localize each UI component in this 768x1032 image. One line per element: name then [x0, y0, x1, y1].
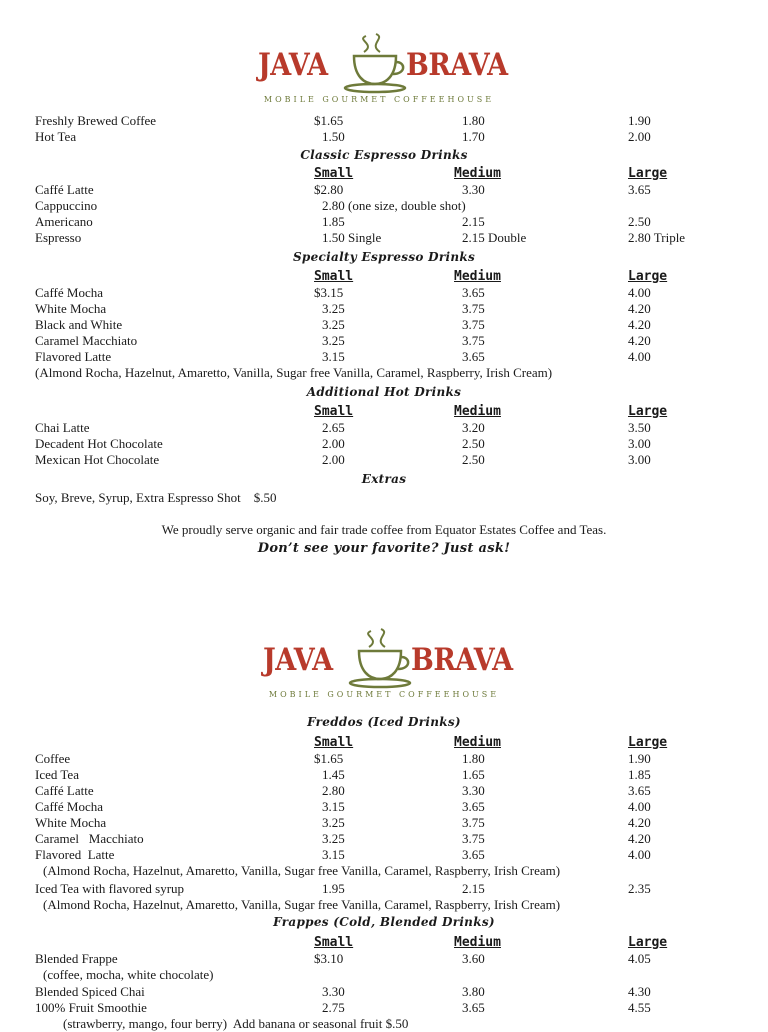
- footer-note: We proudly serve organic and fair trade coffee from Equator Estates Coffee and Teas.: [161, 522, 607, 537]
- price-large: 4.00: [628, 847, 651, 862]
- price-medium: 3.75: [462, 301, 485, 316]
- price-large: 4.20: [628, 317, 651, 332]
- header-small: Small: [314, 404, 354, 419]
- price-small: 1.50: [322, 129, 345, 144]
- item-name: Chai Latte: [35, 420, 90, 435]
- menu-row: [0, 881, 768, 897]
- price-medium: 1.80: [462, 113, 485, 128]
- brand-brava: BRAVA: [411, 642, 513, 679]
- price-large: 4.20: [628, 301, 651, 316]
- item-name: Cappuccino: [35, 198, 98, 213]
- price-large: 1.85: [628, 767, 651, 782]
- logo-top: [258, 32, 508, 104]
- menu-row: [0, 783, 768, 799]
- menu-row: [0, 767, 768, 783]
- menu-row: [0, 333, 768, 349]
- menu-row: [0, 847, 768, 863]
- flavor-list: (Almond Rocha, Hazelnut, Amaretto, Vanilla, Sugar free Vanilla, Caramel, Raspberry, Irish Cream): [43, 897, 561, 912]
- price-medium: 3.65: [462, 349, 485, 364]
- menu-row: [0, 301, 768, 317]
- item-name: Hot Tea: [35, 129, 77, 144]
- price-large: 3.50: [628, 420, 651, 435]
- price-medium: 2.50: [462, 452, 485, 467]
- price-medium: 3.65: [462, 1000, 485, 1015]
- price-small: 2.65: [322, 420, 345, 435]
- menu-row: [0, 285, 768, 301]
- header-medium: Medium: [454, 935, 501, 950]
- price-small: 1.95: [322, 881, 345, 896]
- price-large: 2.80 Triple: [628, 230, 686, 245]
- item-name: Flavored Latte: [35, 349, 112, 364]
- price-medium: 3.60: [462, 951, 485, 966]
- brand-brava: BRAVA: [406, 47, 508, 84]
- size-header-row: [0, 735, 768, 751]
- price-small: 2.80: [322, 783, 345, 798]
- price-small: 2.00: [322, 452, 345, 467]
- menu-row: [0, 984, 768, 1000]
- price-medium: 3.75: [462, 831, 485, 846]
- header-small: Small: [314, 935, 354, 950]
- price-small: 1.85: [322, 214, 345, 229]
- size-header-row: [0, 166, 768, 182]
- header-large: Large: [628, 404, 668, 419]
- price-medium: 3.75: [462, 815, 485, 830]
- logo-bottom: [263, 627, 513, 699]
- item-name: Caffé Latte: [35, 783, 94, 798]
- price-medium: 3.30: [462, 783, 485, 798]
- menu-row: [0, 198, 768, 214]
- price-medium: 3.20: [462, 420, 485, 435]
- menu-row: [0, 1000, 768, 1016]
- brand-java: JAVA: [258, 47, 328, 84]
- item-name: White Mocha: [35, 301, 107, 316]
- menu-row: [0, 967, 768, 983]
- menu-row: [0, 436, 768, 452]
- item-name: 100% Fruit Smoothie: [35, 1000, 147, 1015]
- size-header-row: [0, 404, 768, 420]
- header-small: Small: [314, 735, 354, 750]
- price-small: 3.30: [322, 984, 345, 999]
- section-title-additional: Additional Hot Drinks: [306, 385, 462, 399]
- footer-tagline: Don’t see your favorite? Just ask!: [257, 541, 511, 556]
- item-name: Blended Frappe: [35, 951, 118, 966]
- price-small: 3.25: [322, 333, 345, 348]
- header-small: Small: [314, 269, 354, 284]
- header-small: Small: [314, 166, 354, 181]
- price-small: $2.80: [314, 182, 344, 197]
- price-large: 3.00: [628, 452, 651, 467]
- price-large: 4.30: [628, 984, 651, 999]
- price-medium: 3.30: [462, 182, 485, 197]
- price-medium: 2.15 Double: [462, 230, 527, 245]
- price-small: 3.15: [322, 847, 345, 862]
- menu-row: [0, 214, 768, 230]
- price-small: 3.25: [322, 831, 345, 846]
- smoothie-note: (strawberry, mango, four berry) Add banana or seasonal fruit $.50: [63, 1016, 409, 1031]
- menu-row: [0, 831, 768, 847]
- menu-row: [0, 349, 768, 365]
- header-large: Large: [628, 735, 668, 750]
- price-small: $1.65: [314, 113, 344, 128]
- item-name: Blended Spiced Chai: [35, 984, 145, 999]
- price-large: 3.00: [628, 436, 651, 451]
- item-name: Americano: [35, 214, 93, 229]
- price-large: 2.50: [628, 214, 651, 229]
- price-small: 3.25: [322, 317, 345, 332]
- menu-row: [0, 113, 768, 129]
- price-large: 4.05: [628, 951, 651, 966]
- header-medium: Medium: [454, 404, 501, 419]
- section-title-extras: Extras: [361, 472, 407, 486]
- price-small: $3.15: [314, 285, 344, 300]
- header-large: Large: [628, 935, 668, 950]
- price-small: $1.65: [314, 751, 344, 766]
- flavor-list: (Almond Rocha, Hazelnut, Amaretto, Vanilla, Sugar free Vanilla, Caramel, Raspberry, Irish Cream): [43, 863, 561, 878]
- menu-row: [0, 317, 768, 333]
- brand-tagline: MOBILE GOURMET COFFEEHOUSE: [263, 95, 495, 104]
- price-large: 4.00: [628, 285, 651, 300]
- size-header-row: [0, 935, 768, 951]
- price-medium: 3.65: [462, 799, 485, 814]
- item-name: Iced Tea: [35, 767, 79, 782]
- menu-row: [0, 182, 768, 198]
- item-name: White Mocha: [35, 815, 107, 830]
- price-large: 1.90: [628, 113, 651, 128]
- price-medium: 3.75: [462, 333, 485, 348]
- item-name: Coffee: [35, 751, 71, 766]
- item-name: Caffé Latte: [35, 182, 94, 197]
- price-small: 1.50 Single: [322, 230, 382, 245]
- price-small: 3.25: [322, 301, 345, 316]
- flavor-list: (Almond Rocha, Hazelnut, Amaretto, Vanilla, Sugar free Vanilla, Caramel, Raspberry, Irish Cream): [35, 365, 553, 380]
- price-large: 4.55: [628, 1000, 651, 1015]
- price-medium: 3.75: [462, 317, 485, 332]
- header-large: Large: [628, 166, 668, 181]
- section-title-classic: Classic Espresso Drinks: [300, 148, 468, 162]
- item-name: Iced Tea with flavored syrup: [35, 881, 185, 896]
- price-large: 4.20: [628, 333, 651, 348]
- item-name: Caffé Mocha: [35, 799, 103, 814]
- size-header-row: [0, 269, 768, 285]
- brand-java: JAVA: [263, 642, 333, 679]
- extras-text: Soy, Breve, Syrup, Extra Espresso Shot $.50: [35, 490, 277, 505]
- menu-row: [0, 799, 768, 815]
- price-small: 2.75: [322, 1000, 345, 1015]
- price-large: 2.00: [628, 129, 651, 144]
- price-small: 2.00: [322, 436, 345, 451]
- price-small: 3.15: [322, 349, 345, 364]
- brand-tagline: MOBILE GOURMET COFFEEHOUSE: [268, 690, 500, 699]
- item-name: Black and White: [35, 317, 123, 332]
- header-medium: Medium: [454, 269, 501, 284]
- price-large: 4.20: [628, 815, 651, 830]
- price-large: 2.35: [628, 881, 651, 896]
- section-title-frappes: Frappes (Cold, Blended Drinks): [273, 915, 495, 929]
- menu-row: [0, 751, 768, 767]
- menu-row: [0, 420, 768, 436]
- item-name: Caffé Mocha: [35, 285, 103, 300]
- price-medium: 1.70: [462, 129, 485, 144]
- header-large: Large: [628, 269, 668, 284]
- item-detail: (coffee, mocha, white chocolate): [43, 967, 214, 982]
- price-medium: 2.15: [462, 881, 485, 896]
- price-large: 1.90: [628, 751, 651, 766]
- item-name: Freshly Brewed Coffee: [35, 113, 157, 128]
- price-large: 3.65: [628, 182, 651, 197]
- price-medium: 2.15: [462, 214, 485, 229]
- menu-row: [0, 452, 768, 468]
- menu-row: [0, 951, 768, 967]
- price-small: 1.45: [322, 767, 345, 782]
- price-medium: 2.50: [462, 436, 485, 451]
- price-medium: 3.65: [462, 847, 485, 862]
- price-medium: 3.65: [462, 285, 485, 300]
- item-name: Caramel Macchiato: [35, 333, 138, 348]
- price-medium: 3.80: [462, 984, 485, 999]
- price-small: 3.15: [322, 799, 345, 814]
- price-note: 2.80 (one size, double shot): [322, 198, 466, 213]
- menu-row: [0, 129, 768, 145]
- item-name: Caramel Macchiato: [35, 831, 144, 846]
- price-small: $3.10: [314, 951, 344, 966]
- menu-row: [0, 815, 768, 831]
- coffee-cup-icon: [345, 627, 415, 689]
- section-title-specialty: Specialty Espresso Drinks: [292, 250, 476, 264]
- item-name: Flavored Latte: [35, 847, 115, 862]
- price-small: 3.25: [322, 815, 345, 830]
- item-name: Mexican Hot Chocolate: [35, 452, 160, 467]
- price-large: 4.20: [628, 831, 651, 846]
- price-medium: 1.80: [462, 751, 485, 766]
- item-name: Decadent Hot Chocolate: [35, 436, 163, 451]
- price-large: 3.65: [628, 783, 651, 798]
- menu-row: [0, 230, 768, 246]
- price-large: 4.00: [628, 799, 651, 814]
- price-medium: 1.65: [462, 767, 485, 782]
- item-name: Espresso: [35, 230, 82, 245]
- price-large: 4.00: [628, 349, 651, 364]
- header-medium: Medium: [454, 166, 501, 181]
- coffee-cup-icon: [340, 32, 410, 94]
- section-title-freddos: Freddos (Iced Drinks): [307, 715, 461, 729]
- header-medium: Medium: [454, 735, 501, 750]
